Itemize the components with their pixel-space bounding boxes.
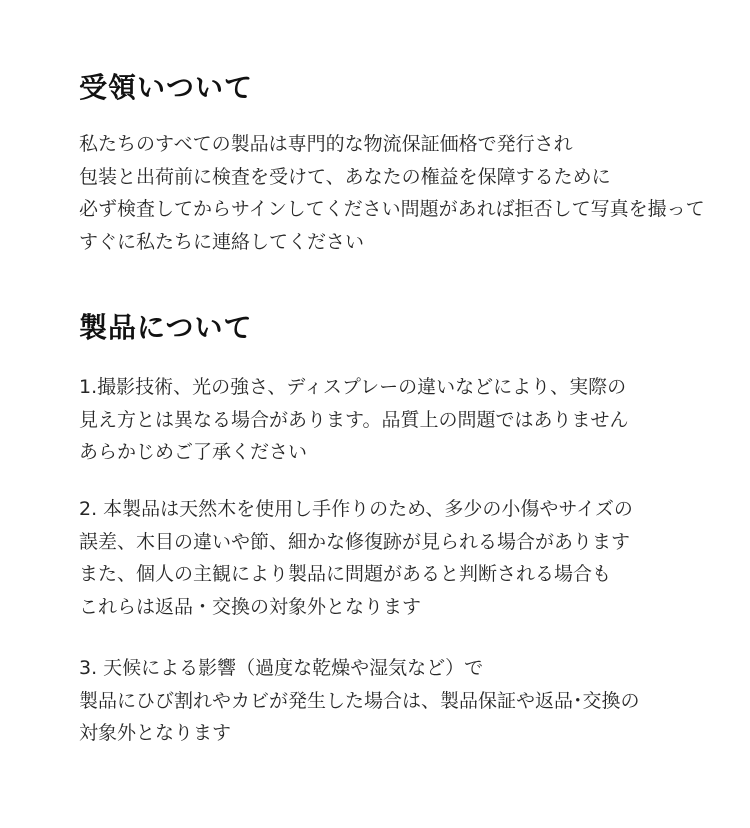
product-note-line: 製品にひび割れやカビが発生した場合は、製品保証や返品･交換の — [79, 689, 640, 712]
product-note-line: 2. 本製品は天然木を使用し手作りのため、多少の小傷やサイズの — [79, 498, 633, 520]
product-note-line: 3. 天候による影響（過度な乾燥や湿気など）で — [79, 657, 484, 679]
product-note-2 — [79, 493, 633, 623]
receipt-line: 包装と出荷前に検査を受けて、あなたの権益を保障するために — [79, 165, 611, 188]
product-note-line: 誤差、木目の違いや節、細かな修復跡が見られる場合があります — [79, 530, 631, 553]
receipt-heading: 受領いついて — [79, 71, 254, 104]
receipt-line: すぐに私たちに連絡してください — [79, 230, 365, 253]
receipt-line: 必ず検査してからサインしてください問題があれば拒否して写真を撮って — [79, 198, 705, 220]
receipt-line: 私たちのすべての製品は専門的な物流保証価格で発行され — [79, 133, 573, 155]
product-note-line: これらは返品・交換の対象外となります — [79, 595, 422, 618]
product-heading: 製品について — [79, 311, 253, 344]
product-note-line: 対象外となります — [79, 722, 232, 744]
product-note-3 — [79, 652, 640, 750]
product-note-line: あらかじめご了承ください — [79, 441, 308, 463]
product-note-line: 1.撮影技術、光の強さ、ディスプレーの違いなどにより、実際の — [79, 376, 627, 398]
receipt-paragraph — [79, 128, 705, 258]
product-note-1 — [79, 371, 628, 469]
product-note-line: 見え方とは異なる場合があります。品質上の問題ではありません — [79, 408, 629, 431]
product-note-line: また、個人の主観により製品に問題があると判断される場合も — [79, 563, 612, 585]
